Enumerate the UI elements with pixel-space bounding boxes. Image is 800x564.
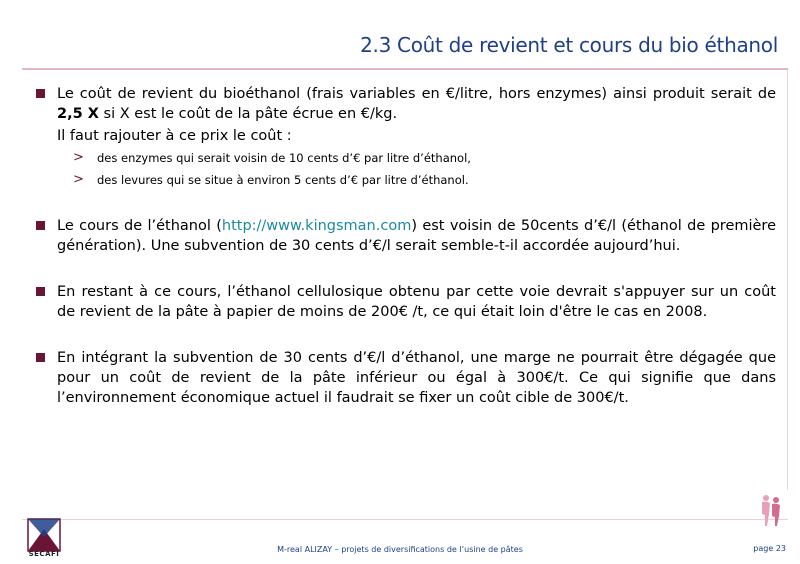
bullet-square-icon <box>36 353 45 362</box>
bullet-square-icon <box>36 221 45 230</box>
bullet-price-text-b: ) est voisin de 50cents d’€/l (éthanol de première génération). Une subvention de 30 cents d’€/l serait semble-t-il accordée aujourd’hui. <box>57 218 776 254</box>
slide-content <box>36 84 776 408</box>
bullet-cost-bold: 2,5 X <box>57 106 99 122</box>
title-divider <box>22 68 788 70</box>
bullet-square-icon <box>36 287 45 296</box>
bullet-subsidy <box>36 348 776 408</box>
sub-item-yeasts-text: des levures qui se situe à environ 5 cents d’€ par litre d’éthanol. <box>97 173 469 187</box>
sub-item-enzymes-text: des enzymes qui serait voisin de 10 cents d’€ par litre d’éthanol, <box>97 151 471 165</box>
arrow-icon: > <box>73 150 84 165</box>
footer-divider <box>22 519 788 520</box>
footer-caption: M-real ALIZAY – projets de diversifications de l’usine de pâtes <box>277 545 523 554</box>
bullet-cost <box>36 84 776 124</box>
slide-title: 2.3 Coût de revient et cours du bio éthanol <box>360 33 778 57</box>
bullet-cellulosic-text: En restant à ce cours, l’éthanol cellulosique obtenu par cette voie devrait s'appuyer sur un coût de revient de la pâte à papier de moins de 200€ /t, ce qui était loin d'être le cas en 2008. <box>57 284 776 320</box>
logo-label: SECAFI <box>28 550 60 558</box>
bullet-price <box>36 216 776 256</box>
bullet-cost-text-a: Le coût de revient du bioéthanol (frais variables en €/litre, hors enzymes) ainsi produit serait de <box>57 86 776 102</box>
arrow-icon: > <box>73 172 84 187</box>
bullet-subsidy-text: En intégrant la subvention de 30 cents d’€/l d’éthanol, une marge ne pourrait être dégagée que pour un coût de revient de la pâte inférieur ou égal à 300€/t. Ce qui signifie que dans l’environnement économique actuel il faudrait se fixer un coût cible de 300€/t. <box>57 350 776 406</box>
bullet-cellulosic <box>36 282 776 322</box>
bullet-square-icon <box>36 89 45 98</box>
bullet-cost-text-b: si X est le coût de la pâte écrue en €/kg. <box>98 106 398 122</box>
bullet-cost-extra: Il faut rajouter à ce prix le coût : <box>57 128 292 144</box>
right-divider <box>787 70 788 490</box>
bullet-price-text-a: Le cours de l’éthanol ( <box>57 218 222 234</box>
sub-item-enzymes <box>36 147 776 169</box>
sub-item-yeasts <box>36 169 776 191</box>
kingsman-link[interactable]: http://www.kingsman.com <box>221 218 412 234</box>
people-figure-icon <box>758 492 784 528</box>
page-number: page 23 <box>753 544 786 553</box>
